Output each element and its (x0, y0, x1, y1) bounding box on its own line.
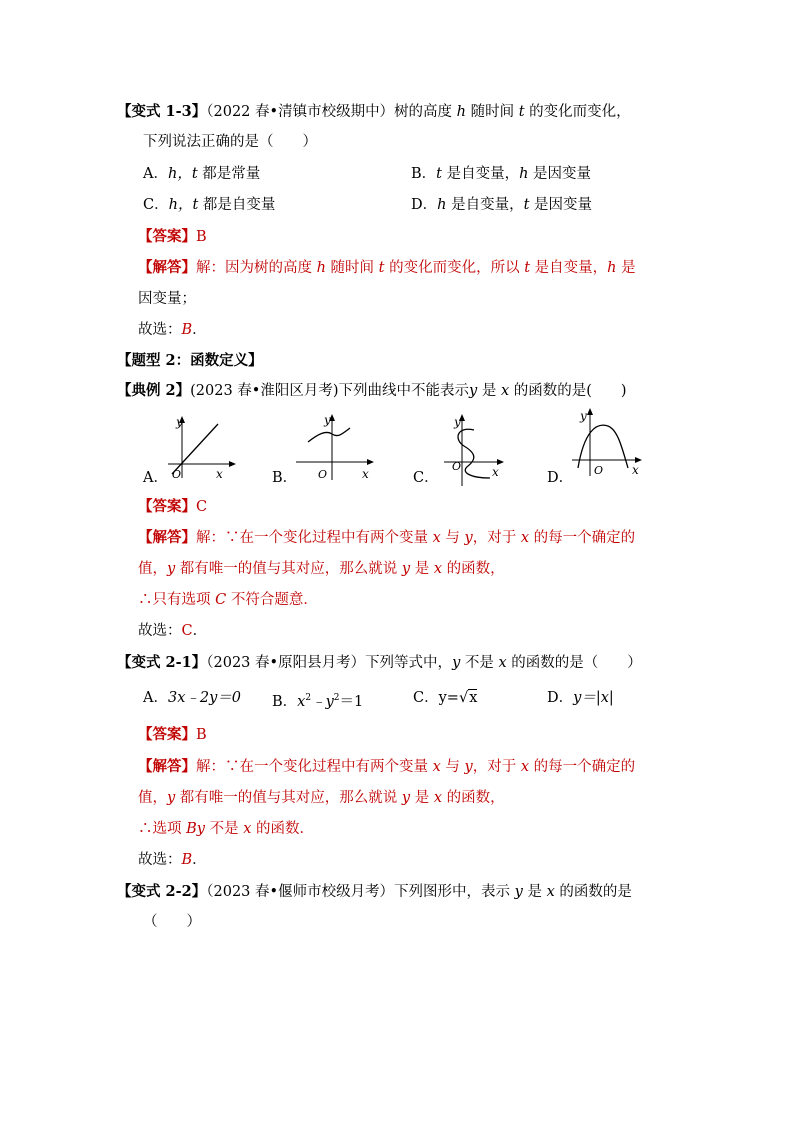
q21-option-b-sup2: 2 (333, 693, 340, 703)
origin-label: O (318, 468, 328, 481)
ex2-sol2-x: x (433, 561, 443, 577)
q21-choose-label: 故选： (138, 852, 182, 868)
axis-x-label: x (216, 467, 223, 481)
q21-choose-end: ． (192, 852, 207, 868)
q21-sol2-y: y (167, 790, 176, 806)
q13-option-a-label: A． (143, 166, 168, 182)
ex2-sol-c: ，对于 (472, 530, 521, 546)
ex2-stem-b: 是 (477, 383, 501, 399)
q13-stem-a: 树的高度 (394, 104, 457, 120)
y-axis-arrow (587, 408, 593, 415)
q13-sol-t2: t (524, 260, 531, 276)
q13-choose (138, 320, 207, 340)
q21-option-b-eq: ＝1 (339, 693, 364, 710)
q21-sol2-y2: y (401, 790, 411, 806)
q21-option-c-label: C． (413, 690, 439, 706)
axis-y-label: y (324, 413, 331, 427)
origin-label: O (594, 464, 604, 477)
q13-option-c-text: 都是自变量 (198, 197, 276, 213)
curve-b (308, 428, 350, 442)
q13-option-c-label: C． (143, 197, 169, 213)
ex2-answer (138, 497, 207, 517)
q13-option-a-vars: h，t (167, 166, 198, 182)
q21-sol2-d: 的函数， (442, 790, 505, 806)
ex2-choose (138, 621, 207, 641)
q21-sol3-x: x (243, 821, 252, 837)
q13-answer-value: B (196, 229, 207, 245)
ex2-option-b-label[interactable]: B． (272, 470, 298, 486)
q13-option-a[interactable] (143, 164, 260, 184)
q13-option-d-label: D． (411, 197, 438, 213)
axis-x-label: x (492, 465, 499, 479)
q13-option-b-v2: h (519, 166, 529, 182)
q21-stem-a: 下列等式中， (365, 655, 453, 671)
q21-sol3-a: ∴选项 (138, 821, 187, 837)
q21-choose (138, 850, 207, 870)
q13-option-c-vars: h，t (168, 197, 199, 213)
ex2-sol-y: y (464, 530, 473, 546)
ex2-answer-value: C (196, 499, 208, 515)
ex2-choose-label: 故选： (138, 623, 182, 639)
ex2-solution-line1 (138, 528, 635, 548)
ex2-source: (2023 春•淮阳区月考) (190, 383, 339, 399)
ex2-choose-value: C (181, 623, 193, 639)
q21-sol2-x: x (433, 790, 443, 806)
axis-y-label: y (454, 415, 461, 429)
q21-option-b-x: x (297, 693, 306, 710)
q13-option-d-v2: t (523, 197, 530, 213)
ex2-sol3-c: C (215, 592, 227, 608)
ex2-var-x: x (500, 383, 510, 399)
q21-option-b-sup1: 2 (305, 693, 312, 703)
q22-stem-c: 的函数的是 (554, 884, 632, 900)
axis-x-label: x (632, 463, 639, 477)
q21-solution-line2 (138, 788, 505, 808)
q21-sol-b: 与 (440, 759, 465, 775)
q13-option-b-t1: 是自变量， (441, 166, 520, 182)
axis-y-label: y (580, 409, 587, 423)
ex2-stem (117, 381, 627, 401)
ex2-option-d-label[interactable]: D． (547, 470, 574, 486)
curve-c (458, 429, 490, 478)
q21-option-b-label: B． (272, 693, 298, 710)
ex2-tag: 【典例 2】 (117, 382, 191, 399)
q22-stem-line1 (117, 882, 632, 902)
q13-sol-b: 随时间 (325, 260, 379, 276)
q21-var-y: y (452, 655, 461, 671)
ex2-option-c-label[interactable]: C． (413, 470, 439, 486)
q21-sol3-by: By (186, 821, 205, 837)
q13-option-d-t1: 是自变量， (446, 197, 524, 213)
q21-stem-c: 的函数的是（ ） (506, 655, 642, 671)
ex2-graph-b[interactable] (292, 410, 378, 484)
q21-source: （2023 春•原阳县月考） (206, 655, 366, 671)
q21-choose-value: B (181, 852, 193, 868)
q22-stem-b: 是 (522, 884, 547, 900)
q21-sol2-a: 值， (138, 790, 167, 806)
q13-var-h: h (456, 104, 467, 120)
q13-option-a-text: 都是常量 (197, 166, 261, 182)
origin-label: O (172, 468, 182, 481)
q13-var-t: t (518, 104, 525, 120)
q13-option-d[interactable] (411, 195, 592, 215)
q21-sol2-c: 是 (410, 790, 434, 806)
q21-option-d-label: D． (547, 690, 574, 706)
q13-sol-c: 的变化而变化，所以 (384, 260, 525, 276)
q21-option-c-y: y= (438, 690, 459, 706)
q21-tag: 【变式 2-1】 (117, 654, 207, 671)
ex2-graph-a[interactable] (164, 412, 242, 484)
q22-stem-line2: （ ） (143, 914, 201, 930)
q13-sol-t: t (378, 260, 385, 276)
ex2-choose-end: ． (192, 623, 208, 639)
q13-option-d-v1: h (437, 197, 447, 213)
axis-y-label: y (176, 415, 183, 429)
q13-option-d-t2: 是因变量 (529, 197, 593, 213)
axis-x-label: x (362, 467, 369, 481)
ex2-sol-x: x (432, 530, 441, 546)
ex2-sol-b: 与 (440, 530, 465, 546)
ex2-sol2-y2: y (401, 561, 411, 577)
q13-solution-line2: 因变量； (138, 291, 196, 307)
q22-var-x: x (546, 884, 555, 900)
q21-sol-d: 的每一个确定的 (529, 759, 636, 775)
ex2-sol-d: 的每一个确定的 (529, 530, 636, 546)
q22-source: （2023 春•偃师市校级月考） (206, 884, 395, 900)
q13-answer-tag: 【答案】 (138, 228, 196, 245)
q21-option-c[interactable] (413, 688, 477, 708)
q13-stem-b: 随时间 (466, 104, 519, 120)
curve-a (172, 424, 218, 474)
ex2-option-a-label[interactable]: A． (143, 470, 168, 486)
q21-option-d-expr: y＝|x| (573, 690, 614, 706)
ex2-answer-tag: 【答案】 (138, 498, 196, 515)
ex2-sol2-b: 都有唯一的值与其对应，那么就说 (175, 561, 402, 577)
q21-sol-c: ，对于 (472, 759, 521, 775)
ex2-sol-x2: x (520, 530, 530, 546)
q13-solution-tag: 【解答】 (138, 259, 196, 276)
q13-stem-line1 (117, 102, 631, 122)
q13-source: （2022 春•清镇市校级期中） (206, 104, 395, 120)
q21-sol-y: y (464, 759, 473, 775)
ex2-var-y: y (469, 383, 478, 399)
ex2-graph-d[interactable] (568, 404, 650, 478)
q21-sol-x: x (432, 759, 441, 775)
ex2-sol2-a: 值， (138, 561, 167, 577)
q21-answer-tag: 【答案】 (138, 726, 196, 743)
q21-option-a-label: A． (143, 690, 168, 706)
q21-sol-a: 解：∵在一个变化过程中有两个变量 (196, 759, 433, 775)
curve-d (578, 425, 628, 468)
ex2-solution-tag: 【解答】 (138, 529, 196, 546)
q13-sol-h: h (316, 260, 326, 276)
q13-choose-end: ． (192, 322, 207, 338)
sqrt-icon: √ (458, 690, 469, 706)
section-2-title: 【题型 2：函数定义】 (117, 352, 263, 369)
ex2-stem-a: 下列曲线中不能表示 (338, 383, 470, 399)
q21-answer-value: B (196, 727, 207, 743)
ex2-stem-c: 的函数的是( ) (509, 383, 627, 399)
q21-stem (117, 653, 642, 673)
ex2-sol2-d: 的函数， (442, 561, 505, 577)
q21-sol3-c: 的函数． (251, 821, 314, 837)
ex2-sol2-c: 是 (410, 561, 434, 577)
q21-option-a[interactable] (143, 688, 241, 708)
q22-tag: 【变式 2-2】 (117, 883, 207, 900)
q13-stem-line2: 下列说法正确的是（ ） (143, 134, 317, 150)
ex2-sol2-y: y (167, 561, 176, 577)
x-axis-arrow (229, 461, 236, 467)
q21-sol3-b: 不是 (204, 821, 244, 837)
q21-sol-x2: x (520, 759, 530, 775)
q22-stem-a: 下列图形中，表示 (394, 884, 515, 900)
q13-choose-label: 故选： (138, 322, 182, 338)
q21-answer (138, 725, 207, 745)
q21-option-b-y: ﹣y (311, 693, 334, 710)
q21-solution-line1 (138, 757, 635, 777)
q21-solution-line3 (138, 819, 314, 839)
q21-option-c-radicand: x (469, 690, 478, 706)
q13-sol-h2: h (607, 260, 617, 276)
q21-option-b[interactable] (272, 688, 363, 712)
q21-stem-b: 不是 (460, 655, 499, 671)
q13-option-c[interactable] (143, 195, 275, 215)
q21-option-a-expr: 3x﹣2y＝0 (167, 690, 242, 706)
origin-label: O (452, 460, 462, 473)
q13-solution-line1 (138, 258, 636, 278)
q21-sol2-b: 都有唯一的值与其对应，那么就说 (175, 790, 402, 806)
q13-answer (138, 227, 207, 247)
q13-tag: 【变式 1-3】 (117, 103, 207, 120)
q13-stem-c: 的变化而变化， (524, 104, 631, 120)
ex2-solution-line2 (138, 559, 505, 579)
q21-var-x: x (498, 655, 507, 671)
ex2-graph-c[interactable] (440, 412, 510, 488)
q21-solution-tag: 【解答】 (138, 758, 196, 775)
q13-option-b[interactable] (411, 164, 591, 184)
q13-option-b-v1: t (436, 166, 442, 182)
ex2-sol-a: 解：∵在一个变化过程中有两个变量 (196, 530, 433, 546)
q21-option-d[interactable] (547, 688, 614, 708)
ex2-sol3-a: ∴只有选项 (138, 592, 216, 608)
q22-var-y: y (514, 884, 523, 900)
q13-choose-value: B (181, 322, 193, 338)
x-axis-arrow (367, 459, 374, 465)
q13-sol-d: 是自变量， (530, 260, 608, 276)
ex2-solution-line3 (138, 590, 318, 610)
q13-sol-e: 是 (616, 260, 636, 276)
ex2-sol3-b: 不符合题意． (226, 592, 318, 608)
q13-option-b-t2: 是因变量 (528, 166, 592, 182)
q13-option-b-label: B． (411, 166, 437, 182)
q13-sol-a: 解：因为树的高度 (196, 260, 317, 276)
